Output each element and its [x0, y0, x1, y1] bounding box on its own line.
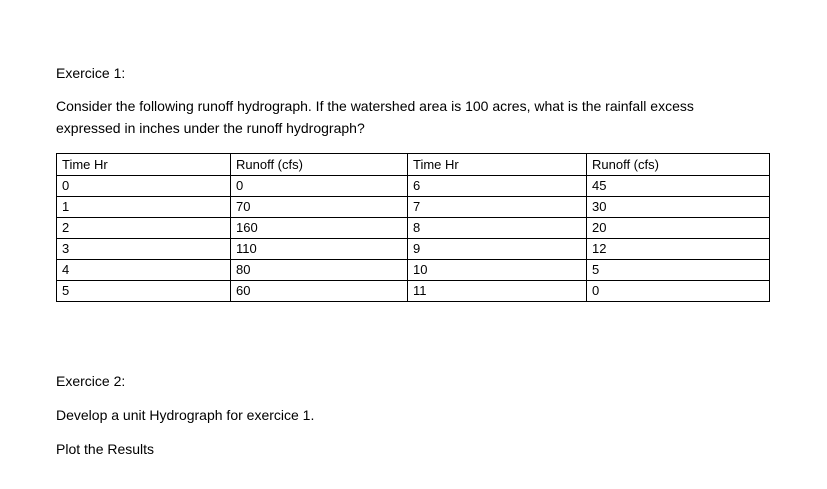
table-cell: 30 — [587, 197, 770, 218]
table-cell: 45 — [587, 176, 770, 197]
exercise-1-question-line-2: expressed in inches under the runoff hydrograph? — [56, 120, 365, 136]
table-cell: 5 — [587, 260, 770, 281]
table-cell: 0 — [587, 281, 770, 302]
exercise-2-plot-instruction: Plot the Results — [56, 441, 155, 457]
table-cell: 160 — [231, 218, 408, 239]
table-cell: 110 — [231, 239, 408, 260]
table-cell: 60 — [231, 281, 408, 302]
table-row — [57, 281, 770, 302]
exercise-1-question-line-1: Consider the following runoff hydrograph. If the watershed area is 100 acres, what is the rainfall excess — [56, 98, 694, 114]
table-cell: 0 — [57, 176, 231, 197]
header-runoff-cfs: Runoff (cfs) — [231, 154, 408, 176]
table-header-row — [57, 154, 770, 176]
exercise-2-task: Develop a unit Hydrograph for exercice 1. — [56, 407, 315, 423]
table-cell: 3 — [57, 239, 231, 260]
table-cell: 70 — [231, 197, 408, 218]
table-cell: 11 — [408, 281, 587, 302]
exercise-2-title: Exercice 2: — [56, 373, 126, 389]
runoff-hydrograph-table — [56, 153, 770, 302]
table-cell: 6 — [408, 176, 587, 197]
header-runoff-cfs-2: Runoff (cfs) — [587, 154, 770, 176]
exercise-1-title: Exercice 1: — [56, 65, 126, 81]
table-row — [57, 239, 770, 260]
table-cell: 7 — [408, 197, 587, 218]
header-time-hr-2: Time Hr — [408, 154, 587, 176]
table-cell: 12 — [587, 239, 770, 260]
table-row — [57, 260, 770, 281]
table-cell: 0 — [231, 176, 408, 197]
header-time-hr: Time Hr — [57, 154, 231, 176]
table-cell: 9 — [408, 239, 587, 260]
table-row — [57, 218, 770, 239]
table-cell: 20 — [587, 218, 770, 239]
table-row — [57, 176, 770, 197]
table-cell: 4 — [57, 260, 231, 281]
table-cell: 1 — [57, 197, 231, 218]
table-cell: 2 — [57, 218, 231, 239]
table-cell: 80 — [231, 260, 408, 281]
table-row — [57, 197, 770, 218]
table-cell: 10 — [408, 260, 587, 281]
table-cell: 5 — [57, 281, 231, 302]
table-cell: 8 — [408, 218, 587, 239]
